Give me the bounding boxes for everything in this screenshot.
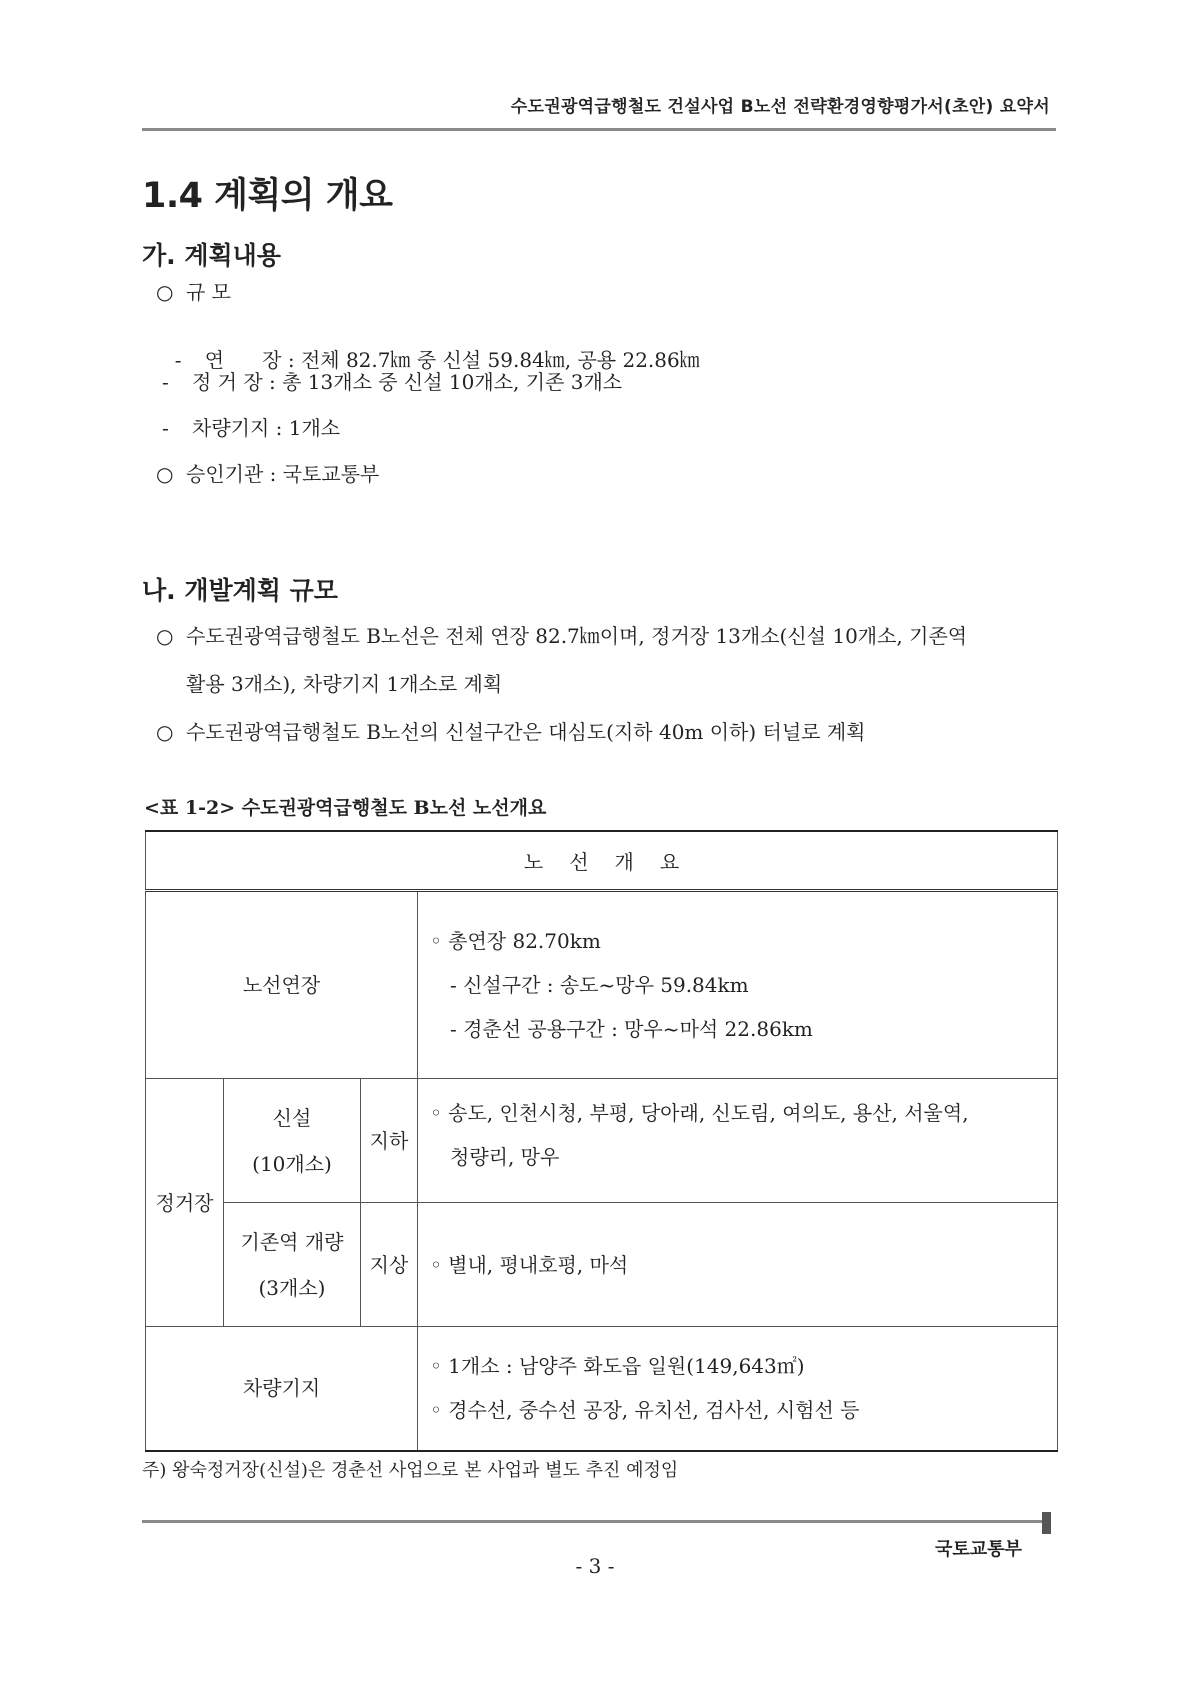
bullet: - xyxy=(162,416,169,440)
existing-stations-type: 지상 xyxy=(361,1203,418,1327)
new-stations-label xyxy=(224,1079,361,1203)
table-row xyxy=(146,1203,1058,1327)
table-header: 노선개요 xyxy=(146,831,1058,891)
depot-details xyxy=(418,1327,1058,1451)
route-length-details xyxy=(418,891,1058,1079)
bullet: ○ xyxy=(156,280,174,304)
existing-stations-label-line1: 기존역 개량 xyxy=(240,1229,344,1254)
section-title: 1.4 계획의 개요 xyxy=(142,176,393,216)
route-length-label: 노선연장 xyxy=(146,891,418,1079)
table-caption: <표 1-2> 수도권광역급행철도 B노선 노선개요 xyxy=(144,797,547,819)
table-row xyxy=(146,1327,1058,1451)
paragraph-continuation: 활용 3개소), 차량기지 1개소로 계획 xyxy=(186,672,503,696)
list-item-text: 승인기관 : 국토교통부 xyxy=(186,462,380,486)
bullet: - xyxy=(174,348,182,372)
existing-stations-label xyxy=(224,1203,361,1327)
detail-line: ◦ 1개소 : 남양주 화도읍 일원(149,643㎡) xyxy=(430,1354,805,1379)
list-item xyxy=(156,458,379,487)
bullet: ○ xyxy=(156,624,174,648)
detail-line: ◦ 경수선, 중수선 공장, 유치선, 검사선, 시험선 등 xyxy=(430,1398,860,1423)
paragraph-text: 수도권광역급행철도 B노선의 신설구간은 대심도(지하 40m 이하) 터널로 계획 xyxy=(186,720,866,744)
detail-line: ◦ 총연장 82.70km xyxy=(430,929,601,953)
detail-line: ◦ 별내, 평내호평, 마석 xyxy=(430,1252,629,1277)
table-row xyxy=(146,891,1058,1079)
subsection-heading-a: 가. 계획내용 xyxy=(142,241,281,270)
list-item-text: 정 거 장 : 총 13개소 중 신설 10개소, 기존 3개소 xyxy=(192,370,623,394)
detail-line: 청량리, 망우 xyxy=(450,1145,560,1169)
header-divider xyxy=(142,128,1056,131)
table-header-row xyxy=(146,831,1058,891)
stations-label: 정거장 xyxy=(146,1079,224,1327)
bullet: ○ xyxy=(156,462,174,486)
existing-stations-list xyxy=(418,1203,1058,1327)
paragraph-item xyxy=(156,716,866,745)
detail-line: - 경춘선 공용구간 : 망우~마석 22.86km xyxy=(450,1017,813,1041)
route-overview-table xyxy=(145,830,1058,1452)
paragraph-text: 수도권광역급행철도 B노선은 전체 연장 82.7㎞이며, 정거장 13개소(신설 10개소, 기존역 xyxy=(186,624,968,648)
table-row xyxy=(146,1079,1058,1203)
list-item xyxy=(162,366,622,395)
paragraph-item xyxy=(156,620,967,649)
page-number: - 3 - xyxy=(575,1554,615,1578)
list-item xyxy=(162,412,340,441)
detail-line: ◦ 송도, 인천시청, 부평, 당아래, 신도림, 여의도, 용산, 서울역, xyxy=(430,1101,969,1125)
bullet: - xyxy=(162,370,169,394)
new-stations-label-line1: 신설 xyxy=(272,1105,312,1130)
header-title: 수도권광역급행철도 건설사업 B노선 전략환경영향평가서(초안) 요약서 xyxy=(510,97,1050,117)
new-stations-type: 지하 xyxy=(361,1079,418,1203)
list-item xyxy=(156,276,231,305)
footer-organization: 국토교통부 xyxy=(935,1539,1022,1560)
detail-line: - 신설구간 : 송도~망우 59.84km xyxy=(450,973,749,997)
list-item-text: 규 모 xyxy=(186,280,231,304)
table-footnote: 주) 왕숙정거장(신설)은 경춘선 사업으로 본 사업과 별도 추진 예정임 xyxy=(142,1460,679,1481)
new-stations-list xyxy=(418,1079,1058,1203)
bullet: ○ xyxy=(156,720,174,744)
footer-divider xyxy=(142,1520,1042,1523)
footer-divider-end-mark xyxy=(1042,1512,1051,1534)
list-item-text: 연 장 : 전체 82.7㎞ 중 신설 59.84㎞, 공용 22.86㎞ xyxy=(204,348,700,372)
new-stations-label-line2: (10개소) xyxy=(252,1151,332,1176)
depot-label: 차량기지 xyxy=(146,1327,418,1451)
existing-stations-label-line2: (3개소) xyxy=(258,1275,326,1300)
list-item-text: 차량기지 : 1개소 xyxy=(192,416,341,440)
subsection-heading-b: 나. 개발계획 규모 xyxy=(142,576,338,605)
